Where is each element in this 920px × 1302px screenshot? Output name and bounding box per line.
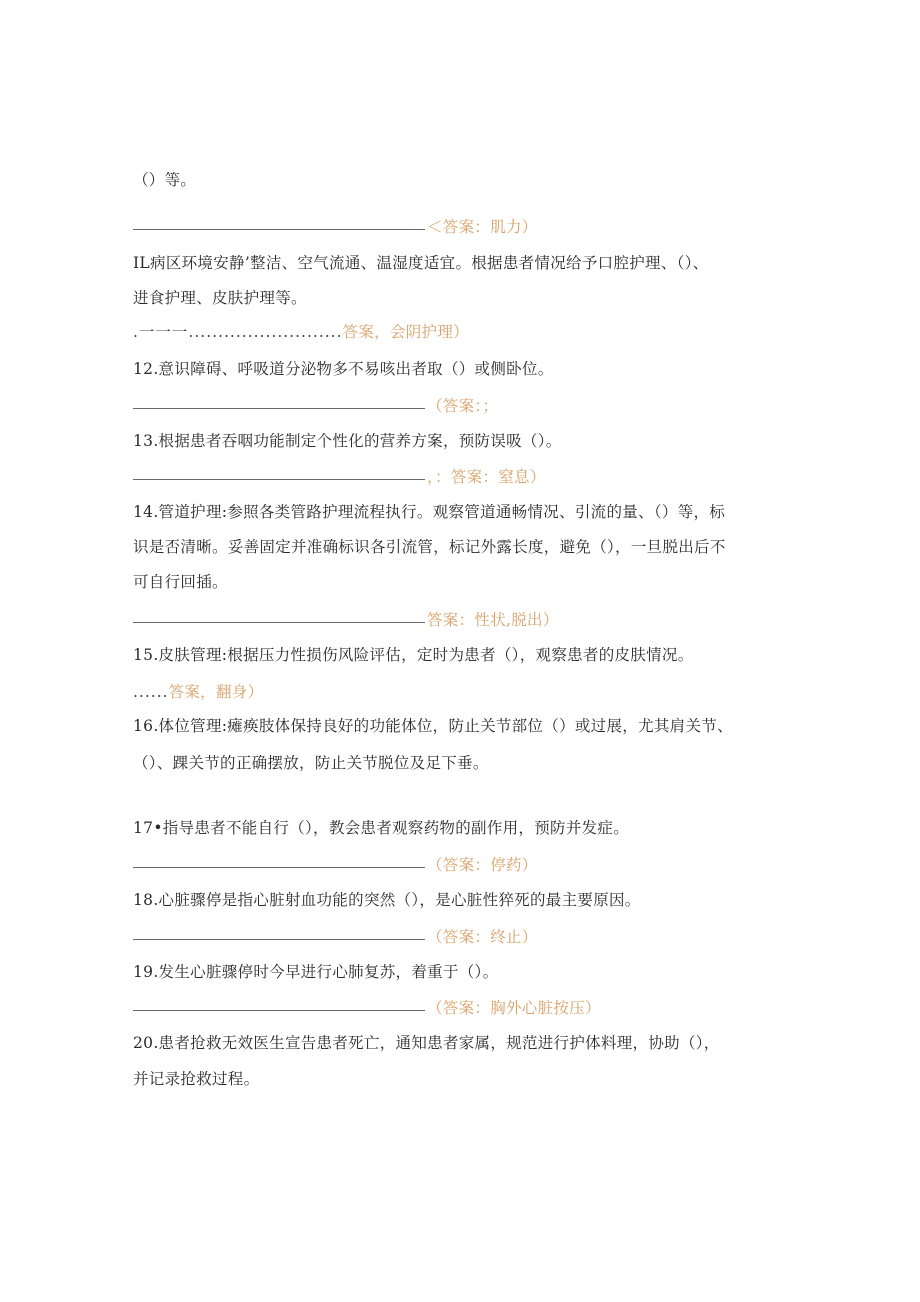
question-13: 13.根据患者吞咽功能制定个性化的营养方案，预防误吸（）。 (133, 432, 562, 450)
question-12: 12.意识障碍、呼吸道分泌物多不易咳出者取（）或侧卧位。 (133, 360, 554, 378)
answer-line (133, 396, 498, 416)
question-20-line-1: 20.患者抢救无效医生宣告患者死亡，通知患者家属，规范进行护体料理，协助（）， (133, 1034, 720, 1052)
answer-text: ＜答案：肌力） (427, 218, 538, 236)
answer-text: （答案：胸外心脏按压） (427, 999, 601, 1017)
answer-text: 答案，会阴护理） (342, 323, 469, 341)
question-19: 19.发生心脏骤停时今早进行心肺复苏，着重于（）。 (133, 963, 499, 981)
blank-rule (133, 1010, 425, 1011)
answer-line (133, 682, 263, 702)
answer-line (133, 998, 601, 1018)
answer-text: ，：答案：窒息） (427, 468, 546, 486)
answer-text: （答案：终止） (427, 928, 538, 946)
question-17: 17•指导患者不能自行（），教会患者观察药物的副作用，预防并发症。 (133, 819, 630, 837)
answer-line (133, 927, 538, 947)
dotted-blank: ...... (133, 683, 169, 701)
question-16-line-2: （）、踝关节的正确摆放，防止关节脱位及足下垂。 (133, 754, 489, 772)
answer-text: （答案：； (427, 397, 499, 415)
question-18: 18.心脏骤停是指心脏射血功能的突然（），是心脏性猝死的最主要原因。 (133, 891, 641, 909)
answer-line (133, 610, 559, 630)
question-14-line-1: 14.管道护理:参照各类管路护理流程执行。观察管道通畅情况、引流的量、（）等，标 (133, 503, 726, 521)
answer-line (133, 322, 469, 342)
question-15: 15.皮肤管理:根据压力性损伤风险评估，定时为患者（），观察患者的皮肤情况。 (133, 646, 694, 664)
blank-rule (133, 939, 425, 940)
answer-text: 答案，翻身） (168, 683, 264, 701)
blank-rule (133, 622, 425, 623)
text-line: （）等。 (133, 171, 197, 189)
answer-line (133, 855, 538, 875)
answer-text: （答案：停药） (427, 856, 538, 874)
blank-rule (133, 408, 425, 409)
dotted-blank: .一一一.......................... (133, 323, 343, 341)
answer-line (133, 467, 546, 487)
question-16-line-1: 16.体位管理:瘫痪肢体保持良好的功能体位，防止关节部位（）或过展，尤其肩关节、 (133, 717, 733, 735)
answer-line (133, 217, 538, 237)
question-20-line-2: 并记录抢救过程。 (133, 1070, 260, 1088)
answer-text: 答案：性状,脱出） (427, 611, 559, 629)
blank-rule (133, 479, 425, 480)
question-14-line-3: 可自行回插。 (133, 573, 228, 591)
blank-rule (133, 229, 425, 230)
question-11-line-1: IL病区环境安静’整洁、空气流通、温湿度适宜。根据患者情况给予口腔护理、（）、 (133, 254, 709, 272)
question-14-line-2: 识是否清晰。妥善固定并准确标识各引流管，标记外露长度，避免（），一旦脱出后不 (133, 538, 726, 556)
question-11-line-2: 进食护理、皮肤护理等。 (133, 289, 307, 307)
blank-rule (133, 867, 425, 868)
